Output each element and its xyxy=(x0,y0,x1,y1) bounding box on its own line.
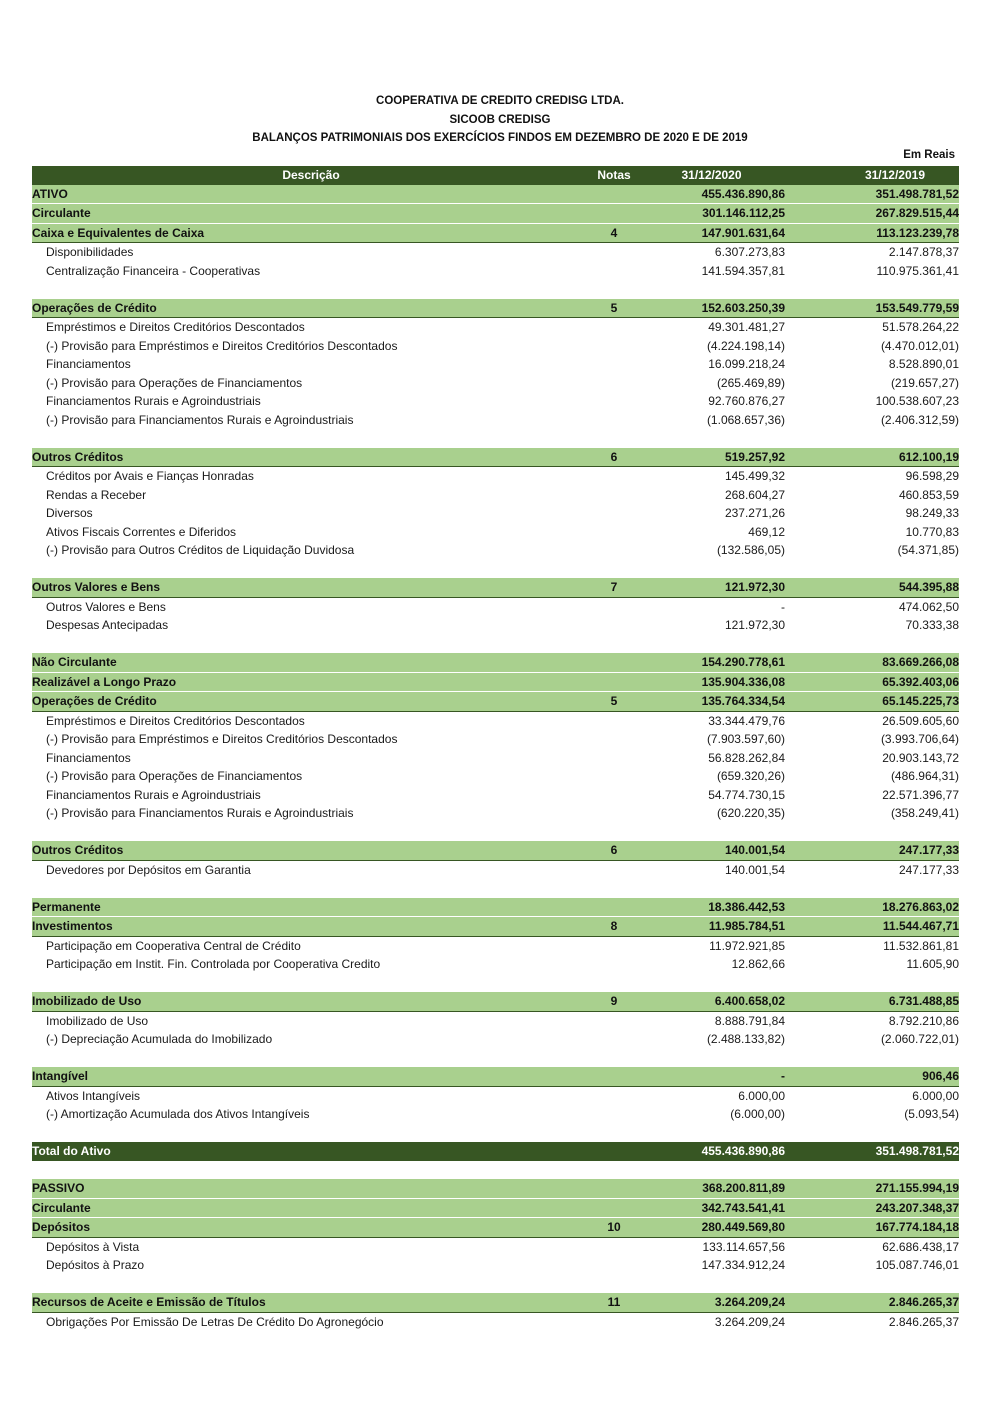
row-value-2020: 6.000,00 xyxy=(638,1086,785,1105)
row-value-2019: 65.145.225,73 xyxy=(785,692,959,712)
spacer-cell xyxy=(32,635,959,654)
row-label: Circulante xyxy=(32,204,590,224)
row-note: 8 xyxy=(590,917,638,937)
row-note xyxy=(590,541,638,560)
row-value-2019: 243.207.348,37 xyxy=(785,1198,959,1218)
row-note xyxy=(590,804,638,823)
row-value-2020: (659.320,26) xyxy=(716,769,785,783)
row-label: Recursos de Aceite e Emissão de Títulos xyxy=(32,1293,590,1312)
table-row xyxy=(32,1237,959,1256)
row-label: Depósitos xyxy=(32,1218,590,1238)
row-value-2020: (620.220,35) xyxy=(716,806,785,820)
row-note xyxy=(590,1011,638,1030)
row-label: Outros Créditos xyxy=(32,841,590,860)
spacer-cell xyxy=(32,560,959,579)
row-value-2019: 113.123.239,78 xyxy=(785,223,959,243)
row-value-2020: 469,12 xyxy=(748,524,785,539)
spacer-row xyxy=(32,280,959,299)
table-row xyxy=(32,711,959,730)
row-value-2020: 368.200.811,89 xyxy=(638,1179,785,1198)
spacer-row xyxy=(32,974,959,993)
group-row xyxy=(32,672,959,692)
row-label: (-) Depreciação Acumulada do Imobilizado xyxy=(46,1032,273,1046)
row-note xyxy=(590,730,638,749)
row-value-2019: 105.087.746,01 xyxy=(875,1258,959,1272)
row-value-2020: 16.099.218,24 xyxy=(708,357,785,371)
row-note xyxy=(590,955,638,974)
row-value-2020: (265.469,89) xyxy=(716,375,785,390)
row-value-2020: 455.436.890,86 xyxy=(638,185,785,204)
row-note xyxy=(590,1105,638,1124)
table-row xyxy=(32,1011,959,1030)
table-row xyxy=(32,504,959,523)
row-note xyxy=(590,1256,638,1275)
row-value-2020: 140.001,54 xyxy=(638,841,785,860)
row-value-2020: - xyxy=(638,1067,785,1086)
row-note xyxy=(590,374,638,393)
row-value-2019: (4.470.012,01) xyxy=(880,338,959,353)
row-value-2020: 33.344.479,76 xyxy=(638,711,785,730)
spacer-cell xyxy=(32,823,959,842)
row-note xyxy=(590,1067,638,1086)
group-row xyxy=(32,692,959,712)
row-note: 9 xyxy=(590,992,638,1011)
row-value-2020: 152.603.250,39 xyxy=(638,299,785,318)
row-value-2020: 133.114.657,56 xyxy=(638,1237,785,1256)
row-note xyxy=(590,523,638,542)
group-row xyxy=(32,841,959,860)
row-value-2019: 65.392.403,06 xyxy=(785,672,959,692)
row-value-2020: 49.301.481,27 xyxy=(638,318,785,337)
table-row xyxy=(32,243,959,262)
row-value-2020: 147.334.912,24 xyxy=(701,1258,785,1272)
row-label: Depósitos à Vista xyxy=(32,1237,590,1256)
table-body xyxy=(32,185,959,1332)
group-row xyxy=(32,204,959,224)
spacer-cell xyxy=(32,280,959,299)
group-row xyxy=(32,185,959,204)
row-value-2019: 70.333,38 xyxy=(905,618,959,632)
row-value-2019: 351.498.781,52 xyxy=(785,185,959,204)
table-row xyxy=(32,616,959,635)
spacer-cell xyxy=(32,1124,959,1143)
table-row xyxy=(32,374,959,393)
row-value-2019: 18.276.863,02 xyxy=(785,898,959,917)
row-label: Diversos xyxy=(46,506,93,520)
row-label: Depósitos à Prazo xyxy=(46,1258,145,1272)
row-note xyxy=(590,1142,638,1161)
row-note xyxy=(590,672,638,692)
column-header-2020: 31/12/2020 xyxy=(638,166,785,185)
row-note xyxy=(590,597,638,616)
row-value-2020: 135.904.336,08 xyxy=(638,672,785,692)
table-row xyxy=(32,541,959,560)
row-value-2019: 22.571.396,77 xyxy=(882,787,959,802)
table-row xyxy=(32,523,959,542)
row-note: 6 xyxy=(590,448,638,467)
group-row xyxy=(32,1067,959,1086)
table-row xyxy=(32,318,959,337)
row-note: 10 xyxy=(590,1218,638,1238)
row-label: Circulante xyxy=(32,1198,590,1218)
group-row xyxy=(32,1218,959,1238)
row-value-2019: 11.532.861,81 xyxy=(785,936,959,955)
row-note xyxy=(590,337,638,356)
row-label: Ativos Intangíveis xyxy=(32,1086,590,1105)
group-row xyxy=(32,1179,959,1198)
row-label: (-) Amortização Acumulada dos Ativos Intangíveis xyxy=(46,1107,310,1121)
row-note xyxy=(590,262,638,281)
row-value-2019: 460.853,59 xyxy=(898,487,959,502)
table-row xyxy=(32,1105,959,1124)
row-note xyxy=(590,318,638,337)
table-row xyxy=(32,1256,959,1275)
row-label: (-) Provisão para Financiamentos Rurais e Agroindustriais xyxy=(46,412,354,427)
row-value-2019: 351.498.781,52 xyxy=(785,1142,959,1161)
row-note xyxy=(590,1030,638,1049)
row-label: Disponibilidades xyxy=(32,243,590,262)
row-label: Empréstimos e Direitos Creditórios Descontados xyxy=(32,318,590,337)
row-value-2019: 6.000,00 xyxy=(785,1086,959,1105)
table-row xyxy=(32,486,959,505)
row-value-2020: 11.985.784,51 xyxy=(638,917,785,937)
table-row xyxy=(32,467,959,486)
row-value-2019: 247.177,33 xyxy=(785,841,959,860)
spacer-row xyxy=(32,823,959,842)
row-value-2019: 10.770,83 xyxy=(905,524,959,539)
row-value-2020: 121.972,30 xyxy=(638,578,785,597)
table-header-row xyxy=(32,166,959,185)
spacer-cell xyxy=(32,1049,959,1068)
row-value-2019: 271.155.994,19 xyxy=(785,1179,959,1198)
group-row xyxy=(32,578,959,597)
row-value-2019: 11.605,90 xyxy=(906,957,959,971)
row-value-2019: 612.100,19 xyxy=(785,448,959,467)
row-value-2019: 62.686.438,17 xyxy=(785,1237,959,1256)
company-name: COOPERATIVA DE CREDITO CREDISG LTDA. xyxy=(376,95,624,107)
table-row xyxy=(32,860,959,879)
row-value-2020: 301.146.112,25 xyxy=(638,204,785,224)
group-row xyxy=(32,917,959,937)
brand-name: SICOOB CREDISG xyxy=(449,113,551,126)
row-note xyxy=(590,1198,638,1218)
row-note xyxy=(590,486,638,505)
row-value-2019: (358.249,41) xyxy=(890,806,959,820)
table-row xyxy=(32,1030,959,1049)
row-note xyxy=(590,1086,638,1105)
row-value-2020: 140.001,54 xyxy=(638,860,785,879)
table-row xyxy=(32,411,959,430)
group-row xyxy=(32,1198,959,1218)
spacer-row xyxy=(32,1275,959,1294)
row-label: Operações de Crédito xyxy=(32,299,590,318)
row-label: Operações de Crédito xyxy=(32,692,590,712)
row-value-2019: 2.147.878,37 xyxy=(785,243,959,262)
row-label: Imobilizado de Uso xyxy=(32,1011,590,1030)
row-value-2019: 544.395,88 xyxy=(785,578,959,597)
row-note xyxy=(590,243,638,262)
table-row xyxy=(32,597,959,616)
row-note: 11 xyxy=(590,1293,638,1312)
row-label: Permanente xyxy=(32,898,590,917)
row-note xyxy=(590,653,638,672)
row-value-2019: 153.549.779,59 xyxy=(785,299,959,318)
row-note: 7 xyxy=(590,578,638,597)
table-row xyxy=(32,804,959,823)
row-label: (-) Provisão para Empréstimos e Direitos Creditórios Descontados xyxy=(46,338,398,353)
row-note xyxy=(590,936,638,955)
group-row xyxy=(32,299,959,318)
row-value-2020: 141.594.357,81 xyxy=(701,263,785,278)
row-note xyxy=(590,860,638,879)
row-value-2020: (7.903.597,60) xyxy=(706,732,785,746)
row-value-2020: (132.586,05) xyxy=(716,543,785,557)
row-value-2020: 280.449.569,80 xyxy=(638,1218,785,1238)
row-label: (-) Provisão para Financiamentos Rurais e Agroindustriais xyxy=(46,806,354,820)
row-note xyxy=(590,185,638,204)
spacer-cell xyxy=(32,429,959,448)
row-note xyxy=(590,204,638,224)
row-label: Financiamentos Rurais e Agroindustriais xyxy=(46,394,261,408)
row-label: Intangível xyxy=(32,1067,590,1086)
row-value-2020: (1.068.657,36) xyxy=(706,412,785,427)
row-label: Rendas a Receber xyxy=(46,487,147,502)
row-note xyxy=(590,786,638,805)
row-value-2020: 121.972,30 xyxy=(724,618,785,632)
row-value-2020: 11.972.921,85 xyxy=(638,936,785,955)
row-value-2020: (6.000,00) xyxy=(730,1107,785,1121)
row-note xyxy=(590,1179,638,1198)
row-value-2019: (3.993.706,64) xyxy=(880,732,959,746)
group-row xyxy=(32,992,959,1011)
row-label: Centralização Financeira - Cooperativas xyxy=(46,263,261,278)
group-row xyxy=(32,1293,959,1312)
row-value-2019: 906,46 xyxy=(785,1067,959,1086)
table-row xyxy=(32,1086,959,1105)
row-value-2020: 147.901.631,64 xyxy=(638,223,785,243)
table-row xyxy=(32,730,959,749)
row-value-2020: 3.264.209,24 xyxy=(638,1293,785,1312)
column-header-description: Descrição xyxy=(32,166,590,185)
table-row xyxy=(32,786,959,805)
group-row xyxy=(32,223,959,243)
row-value-2020: (4.224.198,14) xyxy=(706,338,785,353)
column-header-notes: Notas xyxy=(590,166,638,185)
row-note xyxy=(590,392,638,411)
table-row xyxy=(32,355,959,374)
spacer-row xyxy=(32,560,959,579)
row-value-2019: 2.846.265,37 xyxy=(785,1312,959,1331)
row-value-2019: (5.093,54) xyxy=(904,1107,959,1121)
row-note: 5 xyxy=(590,299,638,318)
row-label: Empréstimos e Direitos Creditórios Descontados xyxy=(32,711,590,730)
row-value-2020: 135.764.334,54 xyxy=(638,692,785,712)
row-label: Outros Valores e Bens xyxy=(32,597,590,616)
row-note: 4 xyxy=(590,223,638,243)
balance-sheet-table xyxy=(32,166,959,1331)
report-titles xyxy=(0,92,1000,148)
group-row xyxy=(32,653,959,672)
row-value-2020: 56.828.262,84 xyxy=(708,750,785,765)
row-value-2019: 6.731.488,85 xyxy=(785,992,959,1011)
table-row xyxy=(32,392,959,411)
row-value-2020: 154.290.778,61 xyxy=(638,653,785,672)
row-label: (-) Provisão para Operações de Financiamentos xyxy=(46,769,303,783)
table-row xyxy=(32,1312,959,1331)
row-label: Créditos por Avais e Fianças Honradas xyxy=(32,467,590,486)
row-note xyxy=(590,616,638,635)
report-title: BALANÇOS PATRIMONIAIS DOS EXERCÍCIOS FINDOS EM DEZEMBRO DE 2020 E DE 2019 xyxy=(252,132,748,144)
row-value-2019: (2.060.722,01) xyxy=(880,1032,959,1046)
row-value-2020: 268.604,27 xyxy=(724,487,785,502)
row-value-2020: 237.271,26 xyxy=(724,506,785,520)
row-label: (-) Provisão para Operações de Financiamentos xyxy=(46,375,303,390)
row-value-2020: 145.499,32 xyxy=(638,467,785,486)
row-label: Outros Créditos xyxy=(32,448,590,467)
row-note xyxy=(590,467,638,486)
table-row xyxy=(32,936,959,955)
row-note xyxy=(590,711,638,730)
row-value-2020: 342.743.541,41 xyxy=(638,1198,785,1218)
group-row xyxy=(32,448,959,467)
row-label: Caixa e Equivalentes de Caixa xyxy=(32,223,590,243)
row-value-2020: 92.760.876,27 xyxy=(708,394,785,408)
row-value-2019: 98.249,33 xyxy=(905,506,959,520)
row-label: Financiamentos Rurais e Agroindustriais xyxy=(46,787,261,802)
row-value-2020: 519.257,92 xyxy=(638,448,785,467)
table-row xyxy=(32,749,959,768)
row-value-2019: 267.829.515,44 xyxy=(785,204,959,224)
row-note xyxy=(590,1312,638,1331)
spacer-row xyxy=(32,1124,959,1143)
row-note xyxy=(590,355,638,374)
currency-note: Em Reais xyxy=(903,149,955,161)
row-value-2020: 54.774.730,15 xyxy=(708,787,785,802)
row-label: (-) Provisão para Outros Créditos de Liquidação Duvidosa xyxy=(46,543,355,557)
row-value-2019: (219.657,27) xyxy=(890,375,959,390)
row-value-2020: 6.307.273,83 xyxy=(638,243,785,262)
row-value-2020: (2.488.133,82) xyxy=(706,1032,785,1046)
table-row xyxy=(32,767,959,786)
row-value-2020: 18.386.442,53 xyxy=(638,898,785,917)
table-row xyxy=(32,337,959,356)
row-value-2020: 8.888.791,84 xyxy=(638,1011,785,1030)
spacer-row xyxy=(32,1161,959,1180)
row-note xyxy=(590,749,638,768)
row-value-2019: 51.578.264,22 xyxy=(785,318,959,337)
row-note xyxy=(590,1237,638,1256)
row-label: Total do Ativo xyxy=(32,1142,590,1161)
group-row xyxy=(32,898,959,917)
row-value-2019: 167.774.184,18 xyxy=(785,1218,959,1238)
table-row xyxy=(32,262,959,281)
row-value-2019: 8.528.890,01 xyxy=(888,357,959,371)
spacer-row xyxy=(32,879,959,898)
row-value-2019: 8.792.210,86 xyxy=(785,1011,959,1030)
row-label: Investimentos xyxy=(32,917,590,937)
row-value-2019: 26.509.605,60 xyxy=(785,711,959,730)
row-label: Outros Valores e Bens xyxy=(32,578,590,597)
row-value-2019: 474.062,50 xyxy=(785,597,959,616)
row-value-2019: 83.669.266,08 xyxy=(785,653,959,672)
row-value-2019: (54.371,85) xyxy=(897,543,959,557)
row-label: Imobilizado de Uso xyxy=(32,992,590,1011)
row-value-2019: 100.538.607,23 xyxy=(875,394,959,408)
row-value-2020: 6.400.658,02 xyxy=(638,992,785,1011)
table-row xyxy=(32,955,959,974)
row-note xyxy=(590,504,638,523)
column-header-2019: 31/12/2019 xyxy=(785,166,959,185)
row-note xyxy=(590,411,638,430)
row-label: ATIVO xyxy=(32,185,590,204)
row-label: PASSIVO xyxy=(32,1179,590,1198)
row-value-2020: 12.862,66 xyxy=(731,957,785,971)
row-label: Participação em Instit. Fin. Controlada por Cooperativa Credito xyxy=(46,957,381,971)
row-note xyxy=(590,767,638,786)
row-note xyxy=(590,898,638,917)
row-value-2019: 20.903.143,72 xyxy=(882,750,959,765)
row-value-2019: 247.177,33 xyxy=(785,860,959,879)
row-value-2020: 3.264.209,24 xyxy=(638,1312,785,1331)
spacer-cell xyxy=(32,1275,959,1294)
row-label: Obrigações Por Emissão De Letras De Crédito Do Agronegócio xyxy=(32,1312,590,1331)
spacer-cell xyxy=(32,974,959,993)
spacer-row xyxy=(32,1049,959,1068)
row-label: Despesas Antecipadas xyxy=(46,618,169,632)
row-label: Financiamentos xyxy=(46,750,131,765)
spacer-cell xyxy=(32,1161,959,1180)
row-label: Ativos Fiscais Correntes e Diferidos xyxy=(46,524,237,539)
row-label: Financiamentos xyxy=(46,357,131,371)
row-value-2019: (2.406.312,59) xyxy=(880,412,959,427)
row-value-2020: 455.436.890,86 xyxy=(638,1142,785,1161)
row-value-2020: - xyxy=(638,597,785,616)
row-note: 6 xyxy=(590,841,638,860)
spacer-row xyxy=(32,429,959,448)
row-value-2019: 110.975.361,41 xyxy=(876,263,959,278)
spacer-cell xyxy=(32,879,959,898)
row-label: Participação em Cooperativa Central de Crédito xyxy=(32,936,590,955)
row-value-2019: 11.544.467,71 xyxy=(785,917,959,937)
row-label: (-) Provisão para Empréstimos e Direitos Creditórios Descontados xyxy=(46,732,398,746)
row-label: Realizável a Longo Prazo xyxy=(32,672,590,692)
spacer-row xyxy=(32,635,959,654)
row-label: Devedores por Depósitos em Garantia xyxy=(32,860,590,879)
row-value-2019: 2.846.265,37 xyxy=(785,1293,959,1312)
row-value-2019: 96.598,29 xyxy=(785,467,959,486)
row-value-2019: (486.964,31) xyxy=(890,769,959,783)
row-note: 5 xyxy=(590,692,638,712)
row-label: Não Circulante xyxy=(32,653,590,672)
total-row xyxy=(32,1142,959,1161)
